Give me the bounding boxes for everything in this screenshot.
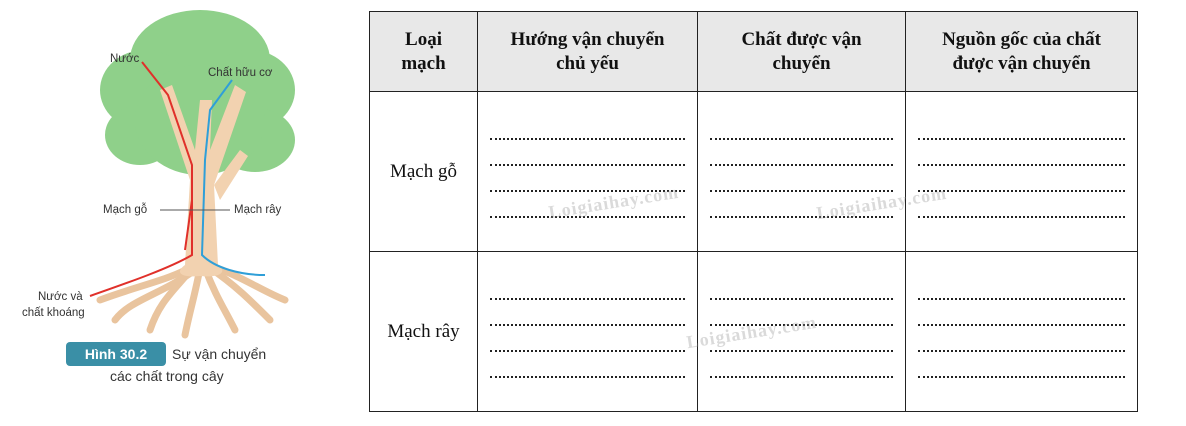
water-minerals-label-line1: Nước và	[38, 291, 83, 303]
tree-transport-figure	[0, 0, 360, 426]
figure-number-badge: Hình 30.2	[66, 342, 166, 366]
vascular-transport-table	[369, 11, 1138, 412]
answer-cell-phloem-origin[interactable]	[906, 252, 1138, 412]
water-label: Nước	[110, 53, 140, 65]
answer-cell-xylem-origin[interactable]	[906, 92, 1138, 252]
watermark-2: Loigiaihay.com	[815, 182, 949, 224]
figure-caption-line2: các chất trong cây	[110, 368, 224, 384]
organic-matter-label: Chất hữu cơ	[208, 67, 273, 79]
answer-cell-phloem-substance[interactable]	[698, 252, 906, 412]
table-row-xylem	[370, 92, 1138, 252]
phloem-label: Mạch rây	[234, 204, 282, 216]
xylem-label: Mạch gỗ	[103, 204, 148, 216]
water-minerals-label-line2: chất khoáng	[22, 307, 85, 319]
watermark-1: Loigiaihay.com	[547, 181, 681, 223]
watermark-3: Loigiaihay.com	[685, 311, 819, 353]
row-label-phloem: Mạch rây	[370, 252, 478, 412]
header-transported-substance: Chất được vận chuyển	[698, 12, 906, 92]
table-header-row	[370, 12, 1138, 92]
header-transport-direction: Hướng vận chuyển chủ yếu	[478, 12, 698, 92]
answer-cell-xylem-substance[interactable]	[698, 92, 906, 252]
tree-illustration	[0, 0, 360, 426]
table-row-phloem	[370, 252, 1138, 412]
answer-cell-phloem-direction[interactable]	[478, 252, 698, 412]
row-label-xylem: Mạch gỗ	[370, 92, 478, 252]
figure-caption-line1: Sự vận chuyển	[172, 346, 267, 362]
header-substance-origin: Nguồn gốc của chất được vận chuyển	[906, 12, 1138, 92]
header-vessel-type: Loại mạch	[370, 12, 478, 92]
answer-cell-xylem-direction[interactable]	[478, 92, 698, 252]
